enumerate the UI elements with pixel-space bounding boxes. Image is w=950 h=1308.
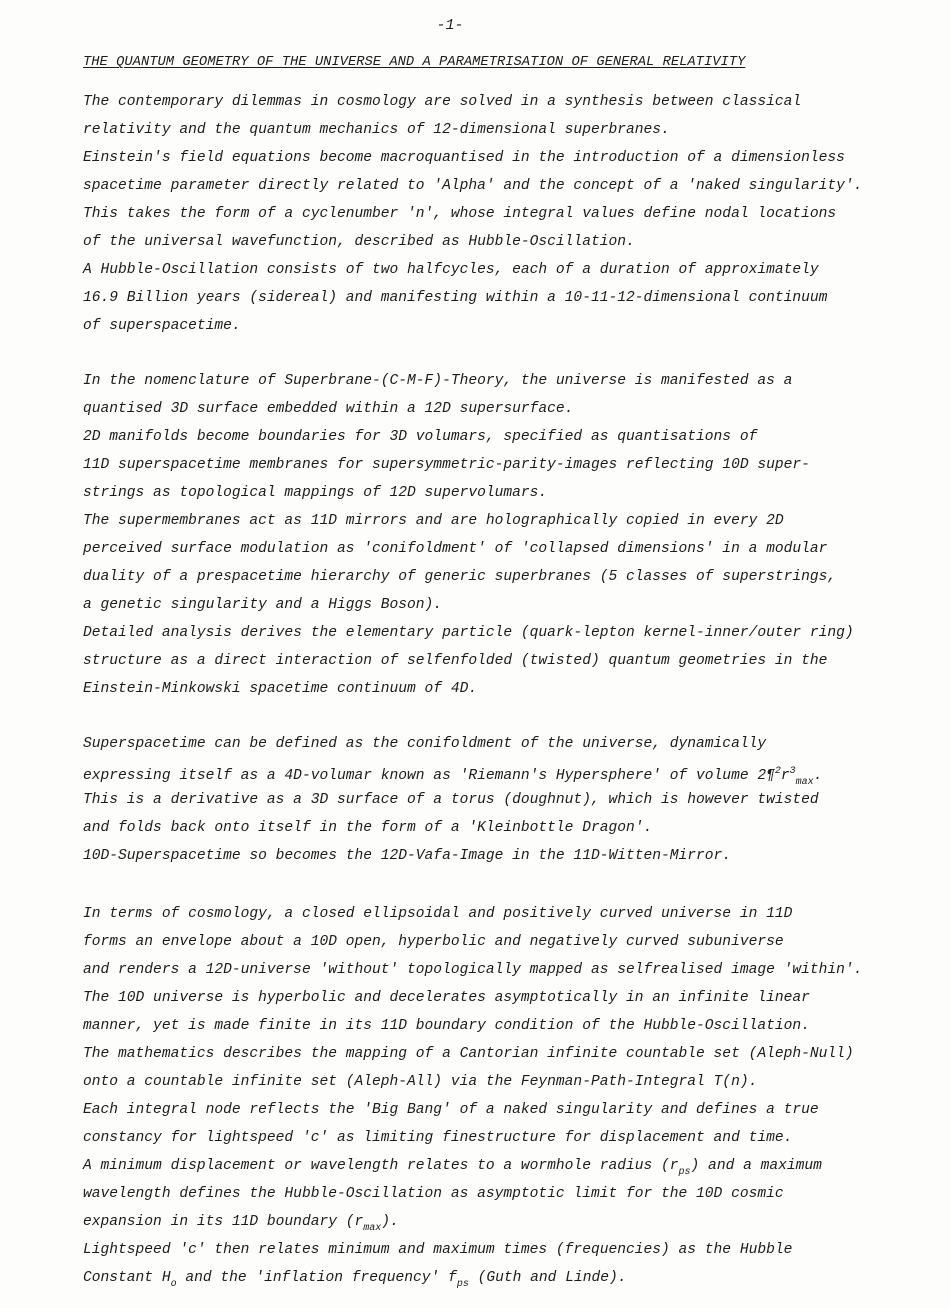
text-line: onto a countable infinite set (Aleph-All) via the Feynman-Path-Integral T(n). — [83, 1074, 758, 1090]
text-line: This takes the form of a cyclenumber 'n', whose integral values define nodal locations — [83, 206, 837, 222]
line-text: expressing itself as a 4D-volumar known as 'Riemann's Hypersphere' of volume 2¶ — [83, 768, 775, 784]
text-line: and renders a 12D-universe 'without' topologically mapped as selfrealised image 'within'. — [83, 962, 863, 978]
text-line: The 10D universe is hyperbolic and decelerates asymptotically in an infinite linear — [83, 990, 810, 1006]
text-line: perceived surface modulation as 'conifoldment' of 'collapsed dimensions' in a modular — [83, 541, 828, 557]
o-subscript: o — [170, 1279, 177, 1290]
text-line: quantised 3D surface embedded within a 12D supersurface. — [83, 401, 574, 417]
line-text: expansion in its 11D boundary (r — [83, 1214, 364, 1230]
text-line: and folds back onto itself in the form of a 'Kleinbottle Dragon'. — [83, 820, 653, 836]
text-line: Lightspeed 'c' then relates minimum and maximum times (frequencies) as the Hubble — [83, 1242, 793, 1258]
text-line: Each integral node reflects the 'Big Bang' of a naked singularity and defines a true — [83, 1102, 819, 1118]
text-line — [83, 1157, 822, 1182]
text-line: The mathematics describes the mapping of a Cantorian infinite countable set (Aleph-Null) — [83, 1046, 854, 1062]
text-line: constancy for lightspeed 'c' as limiting finestructure for displacement and time. — [83, 1130, 793, 1146]
square-exponent: 2 — [774, 766, 781, 777]
max-subscript: max — [363, 1223, 382, 1234]
line-tail: ). — [381, 1214, 399, 1230]
text-line: a genetic singularity and a Higgs Boson). — [83, 597, 443, 613]
text-line: A Hubble-Oscillation consists of two halfcycles, each of a duration of approximately — [83, 262, 819, 278]
text-line: Detailed analysis derives the elementary particle (quark-lepton kernel-inner/outer ring) — [83, 625, 854, 641]
text-line: Einstein-Minkowski spacetime continuum of 4D. — [83, 681, 478, 697]
period: . — [813, 768, 823, 784]
line-tail: ) and a maximum — [690, 1158, 822, 1174]
text-line: 2D manifolds become boundaries for 3D volumars, specified as quantisations of — [83, 429, 758, 445]
text-line: In the nomenclature of Superbrane-(C-M-F)-Theory, the universe is manifested as a — [83, 373, 793, 389]
max-subscript: max — [795, 777, 814, 788]
text-line: In terms of cosmology, a closed ellipsoidal and positively curved universe in 11D — [83, 906, 793, 922]
text-line: 16.9 Billion years (sidereal) and manifesting within a 10-11-12-dimensional continuum — [83, 290, 828, 306]
text-line: duality of a prespacetime hierarchy of generic superbranes (5 classes of superstrings, — [83, 569, 837, 585]
text-line: strings as topological mappings of 12D supervolumars. — [83, 485, 548, 501]
radius-symbol: r — [780, 768, 790, 784]
line-text: A minimum displacement or wavelength relates to a wormhole radius (r — [83, 1158, 679, 1174]
ps-subscript: ps — [678, 1167, 691, 1178]
line-mid: and the 'inflation frequency' f — [176, 1270, 457, 1286]
page-number: -1- — [436, 17, 464, 34]
text-line: relativity and the quantum mechanics of 12-dimensional superbranes. — [83, 122, 670, 138]
line-text: Constant H — [83, 1270, 171, 1286]
text-line: Superspacetime can be defined as the conifoldment of the universe, dynamically — [83, 736, 767, 752]
document-title: THE QUANTUM GEOMETRY OF THE UNIVERSE AND A PARAMETRISATION OF GENERAL RELATIVITY — [83, 55, 746, 70]
text-line: Einstein's field equations become macroquantised in the introduction of a dimensionless — [83, 150, 845, 166]
text-line: spacetime parameter directly related to 'Alpha' and the concept of a 'naked singularity'. — [83, 178, 863, 194]
text-line: 10D-Superspacetime so becomes the 12D-Vafa-Image in the 11D-Witten-Mirror. — [83, 848, 732, 864]
ps-subscript: ps — [456, 1279, 469, 1290]
text-line: of superspacetime. — [83, 318, 241, 334]
text-line: manner, yet is made finite in its 11D boundary condition of the Hubble-Oscillation. — [83, 1018, 810, 1034]
cube-exponent: 3 — [789, 766, 796, 777]
text-line: wavelength defines the Hubble-Oscillation as asymptotic limit for the 10D cosmic — [83, 1186, 784, 1202]
text-line: The contemporary dilemmas in cosmology are solved in a synthesis between classical — [83, 94, 802, 110]
text-line — [83, 763, 822, 792]
text-line — [83, 1213, 399, 1238]
text-line: structure as a direct interaction of selfenfolded (twisted) quantum geometries in the — [83, 653, 828, 669]
text-line: The supermembranes act as 11D mirrors and are holographically copied in every 2D — [83, 513, 784, 529]
line-tail: (Guth and Linde). — [468, 1270, 627, 1286]
text-line: This is a derivative as a 3D surface of a torus (doughnut), which is however twisted — [83, 792, 819, 808]
text-line: of the universal wavefunction, described as Hubble-Oscillation. — [83, 234, 635, 250]
text-line: forms an envelope about a 10D open, hyperbolic and negatively curved subuniverse — [83, 934, 784, 950]
text-line — [83, 1269, 627, 1294]
text-line: 11D superspacetime membranes for supersymmetric-parity-images reflecting 10D super- — [83, 457, 810, 473]
